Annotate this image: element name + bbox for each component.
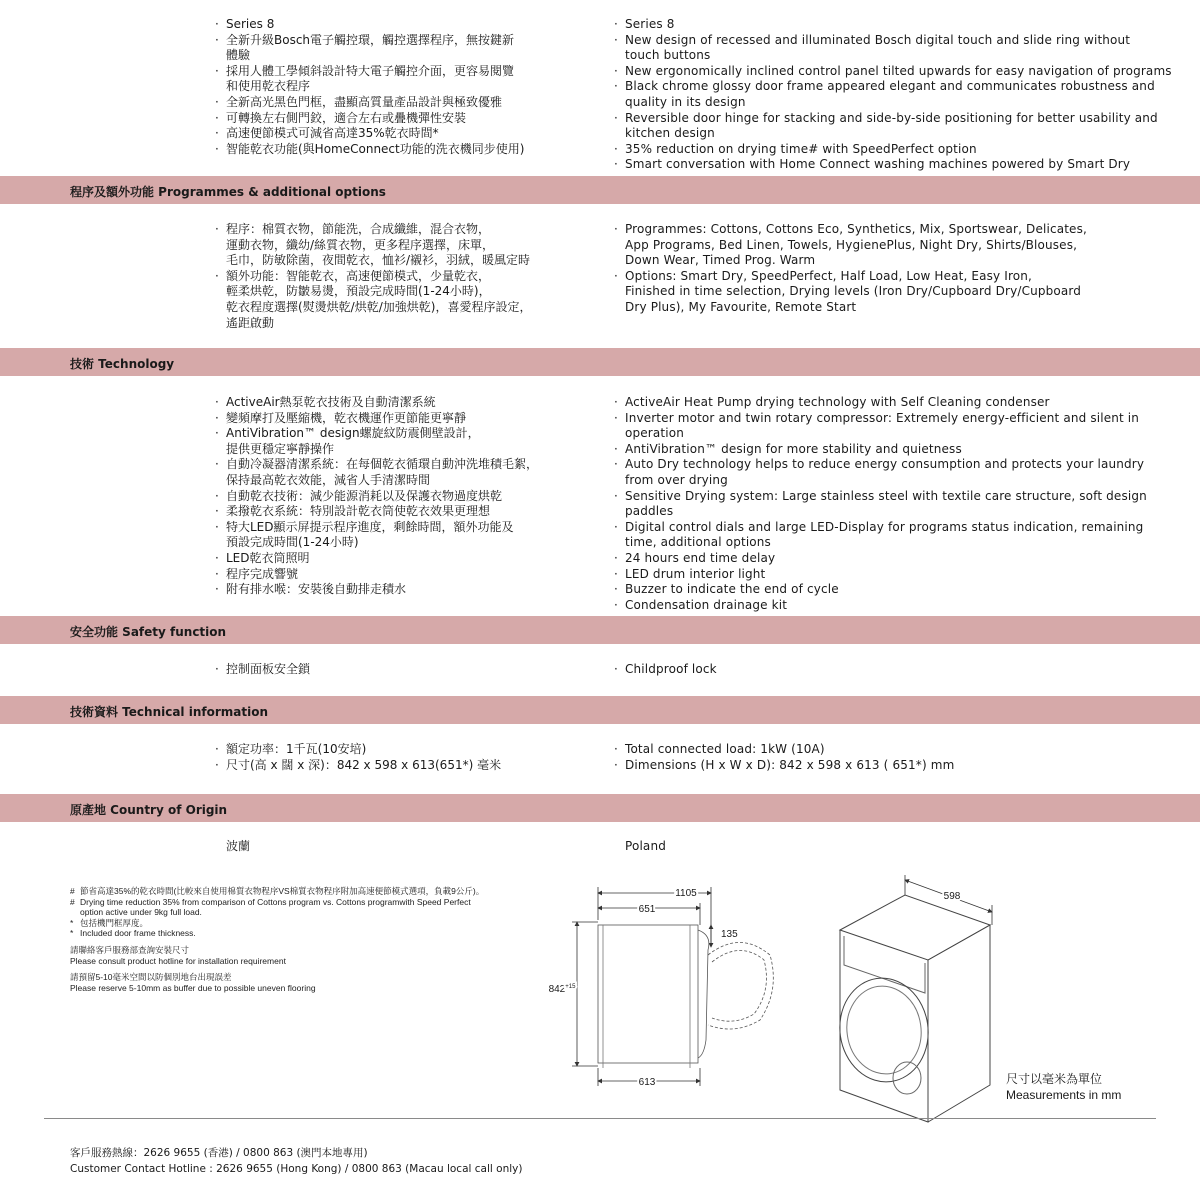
install-note: 請預留5-10毫米空間以防個別地台出現誤差	[70, 972, 232, 983]
section-title-programmes: 程序及額外功能 Programmes & additional options	[70, 185, 386, 199]
bullet-mark: ·	[215, 757, 219, 772]
bullet-text: New ergonomically inclined control panel tilted upwards for easy navigation of programs	[625, 63, 1172, 78]
bullet-mark: ·	[614, 662, 618, 676]
bullet-mark: ·	[614, 757, 618, 772]
bullet-text: AntiVibration™ design for more stability and quietness	[625, 441, 962, 456]
bullet-mark: ·	[215, 110, 219, 125]
bullet-mark: ·	[614, 519, 618, 534]
label-depth-with-door: 651	[638, 904, 656, 915]
section-title-technology: 技術 Technology	[70, 357, 175, 371]
bullet-text: Dimensions (H x W x D): 842 x 598 x 613 ( 651*) mm	[625, 757, 955, 772]
door-swing-arc	[708, 943, 773, 1030]
bullet-text: Auto Dry technology helps to reduce energy consumption and protects your laundry from over drying	[625, 457, 1145, 487]
bullet-text: Programmes: Cottons, Cottons Eco, Synthetics, Mix, Sportswear, Delicates, App Programs, Bed Linen, Towels, HygienePlus, Night Dry, Shirts/Blouses, Down Wear, Timed Prog. Warm	[625, 222, 1087, 268]
bullet-mark: ·	[215, 63, 219, 78]
bullet-text: 特大LED顯示屏提示程序進度，剩餘時間，額外功能及 預設完成時間(1-24小時)	[226, 519, 514, 550]
bullet-text: LED乾衣筒照明	[226, 550, 310, 565]
bullet-text: Digital control dials and large LED-Display for programs status indication, remaining time, additional options	[625, 519, 1144, 550]
bullet-mark: ·	[614, 110, 618, 125]
bullet-mark: ·	[614, 550, 618, 565]
bullet-mark: ·	[215, 410, 219, 425]
bullet-text: Buzzer to indicate the end of cycle	[625, 582, 839, 597]
dryer-iso-body	[833, 895, 990, 1122]
install-note: 請聯絡客戶服務部查詢安裝尺寸	[70, 944, 190, 955]
bullet-mark: ·	[215, 519, 219, 534]
bullet-mark: ·	[614, 597, 618, 612]
bullet-text: LED drum interior light	[625, 566, 766, 581]
bullet-text: ActiveAir熱泵乾衣技術及自動清潔系統	[226, 395, 436, 409]
section-title-safety: 安全功能 Safety function	[70, 625, 227, 639]
bullet-mark: ·	[614, 222, 618, 236]
bullet-text: New design of recessed and illuminated Bosch digital touch and slide ring without touch buttons	[625, 32, 1131, 63]
bullet-mark: ·	[215, 457, 219, 472]
bullet-mark: ·	[614, 457, 618, 472]
bullet-text: 柔撥乾衣系統：特別設計乾衣筒使乾衣效果更理想	[226, 504, 491, 519]
bullet-mark: ·	[614, 566, 618, 581]
bullet-text: Total connected load: 1kW (10A)	[625, 742, 825, 756]
condenser-flap	[893, 1062, 921, 1094]
units-note-en: Measurements in mm	[1006, 1088, 1122, 1102]
origin-en: Poland	[625, 839, 666, 853]
footnote: # 節省高達35%的乾衣時間(比較來自使用棉質衣物程序VS棉質衣物程序附加高速便節模式選項，負載9公斤)。	[70, 886, 485, 896]
bullet-mark: ·	[215, 550, 219, 565]
bullet-text: Inverter motor and twin rotary compressor: Extremely energy-efficient and silent in operation	[625, 410, 1140, 441]
bullet-text: Series 8	[226, 17, 275, 31]
bullet-mark: ·	[215, 662, 219, 676]
bullet-mark: ·	[614, 410, 618, 425]
bullet-mark: ·	[614, 17, 618, 31]
bullet-text: 程序完成響號	[226, 566, 299, 581]
install-note: Please reserve 5-10mm as buffer due to possible uneven flooring	[70, 982, 316, 993]
footnote: * 包括機門框厚度。	[70, 917, 149, 928]
bullet-mark: ·	[215, 126, 219, 141]
label-door-clearance: 135	[721, 929, 738, 940]
bullet-text: 24 hours end time delay	[625, 550, 776, 565]
dryer-side-body	[598, 925, 698, 1063]
bullet-mark: ·	[215, 566, 219, 581]
bullet-text: 自動乾衣技術：減少能源消耗以及保護衣物過度烘乾	[226, 488, 503, 503]
bullet-text: 額定功率：1千瓦(10安培)	[226, 742, 367, 756]
bullet-mark: ·	[614, 157, 618, 172]
bullet-text: Smart conversation with Home Connect washing machines powered by Smart Dry	[625, 157, 1131, 172]
label-height: $842^{+15}$	[548, 984, 576, 995]
bullet-text: 程序：棉質衣物，節能洗，合成纖維，混合衣物， 運動衣物，纖幼/絲質衣物，更多程序選擇，床單， 毛巾，防敏除菌，夜間乾衣，恤衫/襯衫，羽絨，暖風定時	[226, 222, 531, 268]
label-width: 598	[943, 891, 961, 902]
footer-divider	[44, 1118, 1156, 1119]
bullet-mark: ·	[614, 141, 618, 156]
bullet-text: 額外功能：智能乾衣，高速便節模式，少量乾衣， 輕柔烘乾，防皺易燙，預設完成時間(1-24小時)， 乾衣程度選擇(熨燙烘乾/烘乾/加強烘乾)，喜愛程序設定， 遙距啟動	[226, 268, 532, 330]
bullet-text: Black chrome glossy door frame appeared elegant and communicates robustness and quality in its design	[625, 79, 1155, 109]
bullet-text: 尺寸(高 x 闊 x 深)：842 x 598 x 613(651*) 毫米	[226, 757, 502, 772]
bullet-mark: ·	[215, 268, 219, 283]
label-depth: 613	[638, 1077, 656, 1088]
units-note-zh: 尺寸以毫米為單位	[1006, 1072, 1103, 1086]
bullet-text: Sensitive Drying system: Large stainless steel with textile care structure, soft design paddles	[625, 488, 1147, 519]
bullet-mark: ·	[215, 32, 219, 47]
bullet-mark: ·	[614, 268, 618, 283]
section-title-technical-info: 技術資料 Technical information	[70, 705, 269, 719]
bullet-text: 附有排水喉：安裝後自動排走積水	[226, 582, 407, 597]
footnote: * Included door frame thickness.	[70, 928, 196, 939]
bullet-mark: ·	[614, 742, 618, 756]
bullet-text: 可轉換左右側門鉸，適合左右或疊機彈性安裝	[226, 110, 467, 125]
bullet-mark: ·	[614, 441, 618, 456]
bullet-text: Reversible door hinge for stacking and side-by-side positioning for better usability and kitchen design	[625, 110, 1158, 141]
footer	[70, 1145, 522, 1177]
bullet-mark: ·	[215, 395, 219, 409]
bullet-text: Options: Smart Dry, SpeedPerfect, Half Load, Low Heat, Easy Iron, Finished in time selection, Drying levels (Iron Dry/Cupboard Dry/Cupboard Dry Plus), My Favourite, Remote Start	[625, 268, 1082, 314]
hotline-zh: 客戶服務熱線：2626 9655 (香港) / 0800 863 (澳門本地專用)	[70, 1147, 368, 1159]
bullet-text: AntiVibration™ design螺旋紋防震側壁設計， 提供更穩定寧靜操作	[226, 426, 480, 456]
bullet-text: Childproof lock	[625, 662, 717, 676]
bullet-mark: ·	[215, 94, 219, 109]
bullet-mark: ·	[614, 32, 618, 47]
bullet-mark: ·	[215, 17, 219, 31]
bullet-text: 採用人體工學傾斜設計特大電子觸控介面，更容易閱覽 和使用乾衣程序	[226, 63, 515, 94]
bullet-text: 自動冷凝器清潔系統：在每個乾衣循環自動沖洗堆積毛絮， 保持最高乾衣效能，減省人手清潔時間	[226, 457, 539, 487]
bullet-mark: ·	[614, 582, 618, 597]
bullet-mark: ·	[215, 222, 219, 236]
footnote: # Drying time reduction 35% from comparison of Cottons program vs. Cottons programwith Speed Perfect option active under 9kg full load.	[70, 896, 471, 918]
section-title-origin: 原產地 Country of Origin	[70, 803, 228, 817]
bullet-text: Series 8	[625, 17, 675, 31]
bullet-text: 變頻摩打及壓縮機，乾衣機運作更節能更寧靜	[226, 410, 467, 425]
origin-zh: 波蘭	[226, 839, 251, 853]
bullet-text: 智能乾衣功能(與HomeConnect功能的洗衣機同步使用)	[226, 141, 525, 156]
label-overall-depth: 1105	[675, 888, 697, 899]
bullet-text: 控制面板安全鎖	[226, 662, 311, 676]
bullet-text: 全新高光黑色門框，盡顯高質量產品設計與極致優雅	[226, 94, 503, 109]
bullet-text: 高速便節模式可減省高達35%乾衣時間*	[226, 126, 439, 141]
bullet-mark: ·	[215, 141, 219, 156]
units-note	[1006, 1071, 1121, 1103]
bullet-text: 35% reduction on drying time# with SpeedPerfect option	[625, 141, 977, 156]
bullet-mark: ·	[614, 488, 618, 503]
bullet-mark: ·	[215, 742, 219, 756]
bullet-mark: ·	[215, 504, 219, 519]
bullet-mark: ·	[614, 79, 618, 94]
bullet-text: Condensation drainage kit	[625, 597, 788, 612]
bullet-mark: ·	[215, 488, 219, 503]
bullet-mark: ·	[215, 426, 219, 441]
install-note: Please consult product hotline for installation requirement	[70, 955, 286, 966]
bullet-mark: ·	[215, 582, 219, 597]
hotline-en: Customer Contact Hotline : 2626 9655 (Hong Kong) / 0800 863 (Macau local call only)	[70, 1163, 523, 1175]
bullet-mark: ·	[614, 395, 618, 409]
bullet-mark: ·	[614, 63, 618, 78]
bullet-text: 全新升級Bosch電子觸控環，觸控選擇程序，無按鍵新 體驗	[226, 32, 515, 63]
bullet-text: ActiveAir Heat Pump drying technology with Self Cleaning condenser	[625, 395, 1050, 409]
